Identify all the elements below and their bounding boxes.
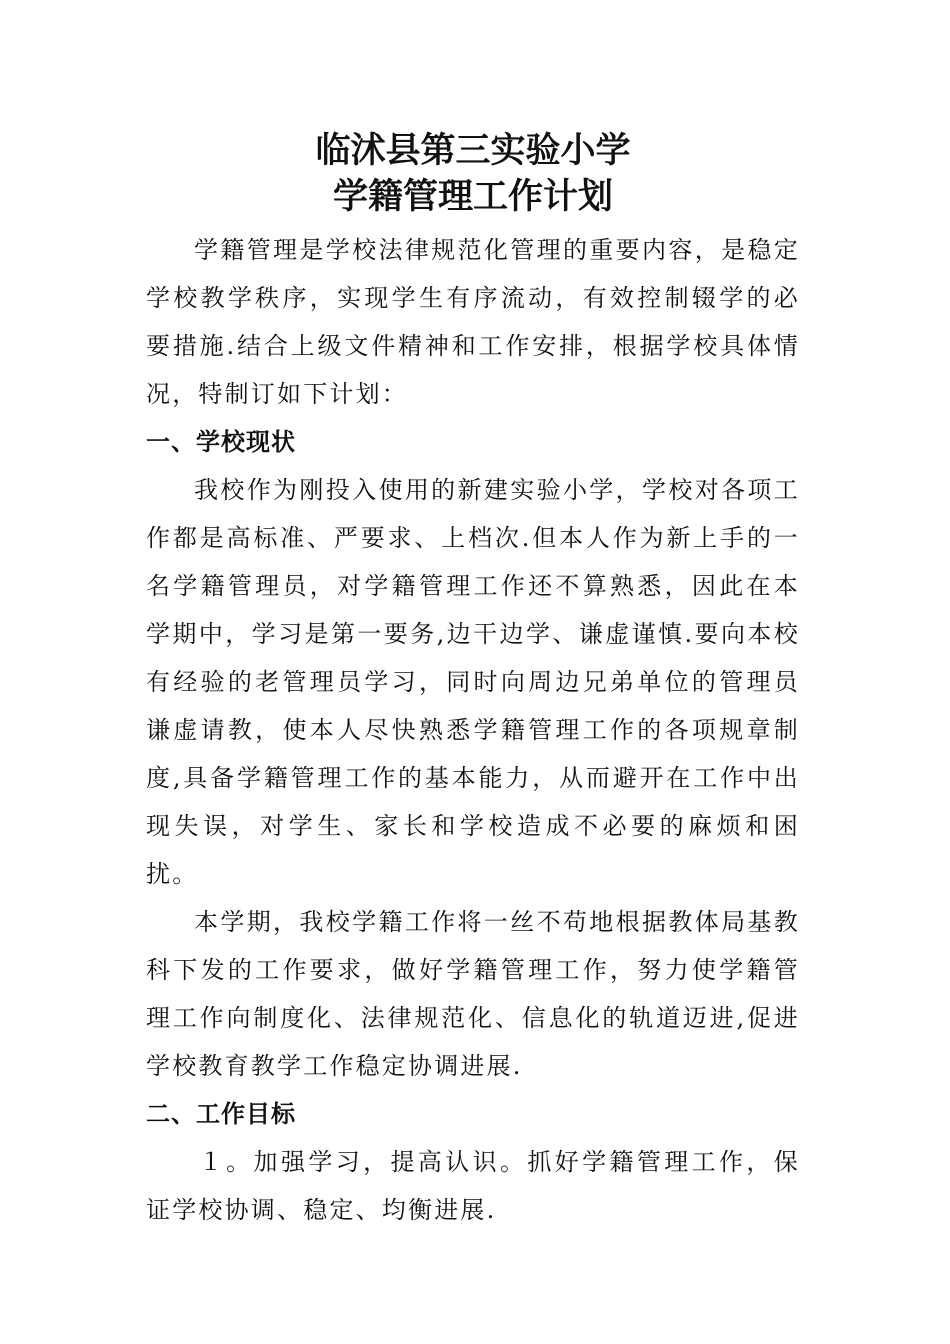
intro-paragraph: 学籍管理是学校法律规范化管理的重要内容，是稳定学校教学秩序，实现学生有序流动，有效控制辍学的必要措施.结合上级文件精神和工作安排，根据学校具体情况，特制订如下计划： xyxy=(146,236,800,408)
section-heading-goals: 二、工作目标 xyxy=(146,1100,296,1128)
title-line-2: 学籍管理工作计划 xyxy=(332,176,613,217)
document-title xyxy=(146,128,800,220)
section-heading-status: 一、学校现状 xyxy=(146,428,296,456)
goal-item-1: １。加强学习，提高认识。抓好学籍管理工作，保证学校协调、稳定、均衡进展. xyxy=(146,1148,800,1224)
status-paragraph-2: 本学期，我校学籍工作将一丝不苟地根据教体局基教科下发的工作要求，做好学籍管理工作，努力使学籍管理工作向制度化、法律规范化、信息化的轨道迈进,促进学校教育教学工作稳定协调进展. xyxy=(146,908,800,1080)
title-line-1: 临沭县第三实验小学 xyxy=(315,130,631,171)
status-paragraph-1: 我校作为刚投入使用的新建实验小学，学校对各项工作都是高标准、严要求、上档次.但本人作为新上手的一名学籍管理员，对学籍管理工作还不算熟悉，因此在本学期中，学习是第一要务,边干边学、谦虚谨慎.要向本校有经验的老管理员学习，同时向周边兄弟单位的管理员谦虚请教，使本人尽快熟悉学籍管理工作的各项规章制度,具备学籍管理工作的基本能力，从而避开在工作中出现失误，对学生、家长和学校造成不必要的麻烦和困扰。 xyxy=(146,476,800,888)
